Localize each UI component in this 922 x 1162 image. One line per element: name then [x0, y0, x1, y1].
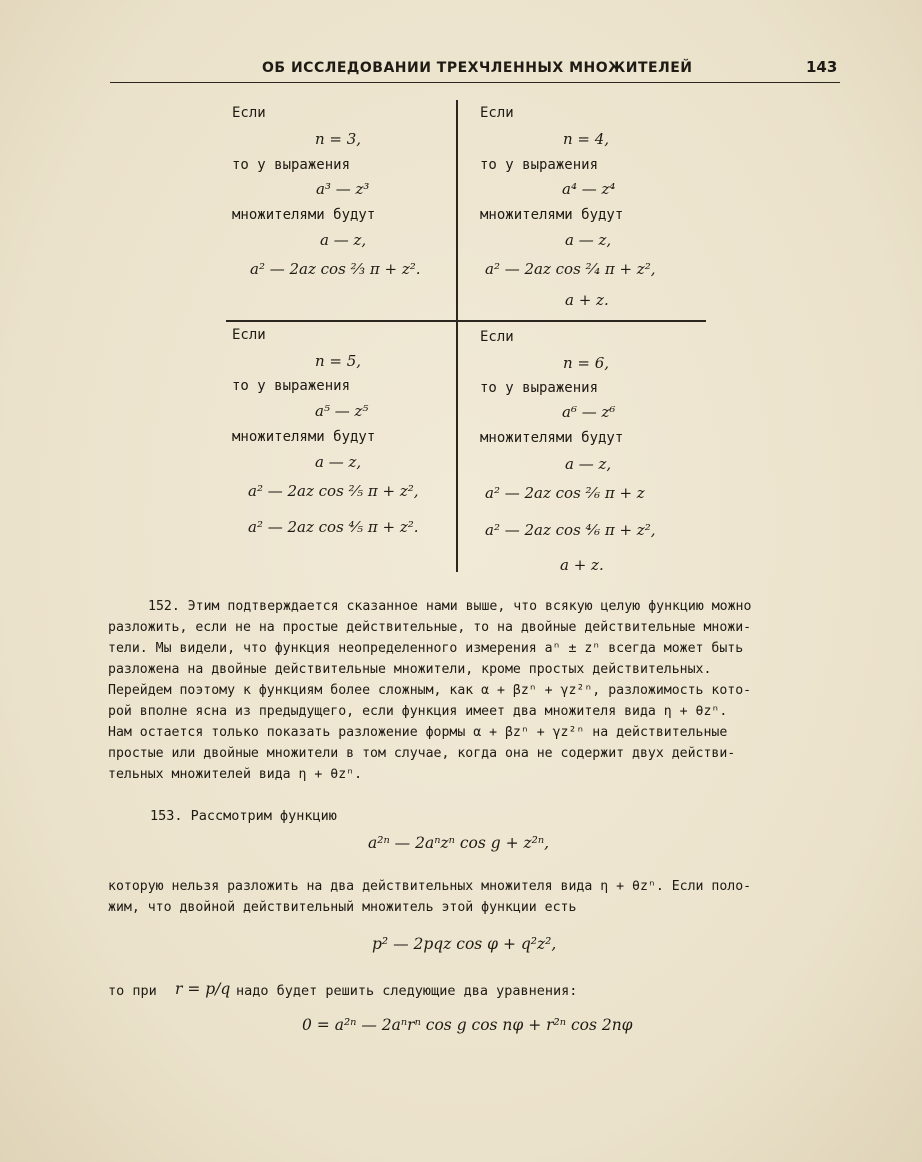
header-rule: [110, 82, 840, 83]
factor: a² — 2az cos ⅖ π + z²,: [248, 482, 419, 500]
factors-label: множителями будут: [232, 429, 376, 445]
n-equation: n = 4,: [563, 130, 610, 148]
table-divider-horizontal: [226, 320, 706, 322]
factor: a — z,: [565, 455, 612, 473]
if-label: Если: [480, 105, 514, 121]
expression-label: то у выражения: [480, 157, 599, 173]
factor: a — z,: [565, 231, 612, 249]
if-label: Если: [480, 329, 514, 345]
r-definition: r = p/q: [175, 980, 231, 998]
factor: a + z.: [565, 291, 609, 309]
if-label: Если: [232, 105, 266, 121]
text-line: Перейдем поэтому к функциям более сложным, как α + βzⁿ + γz²ⁿ, разложимость кото-: [108, 683, 752, 698]
function-equation: a²ⁿ — 2aⁿzⁿ cos g + z²ⁿ,: [368, 834, 550, 852]
factor: a² — 2az cos ²⁄₆ π + z: [485, 484, 645, 502]
text-line: тели. Мы видели, что функция неопределенного измерения aⁿ ± zⁿ всегда может быть: [108, 641, 744, 656]
table-divider-vertical-bottom: [456, 322, 458, 572]
text-line: Нам остается только показать разложение формы α + βzⁿ + γz²ⁿ на действительные: [108, 725, 728, 740]
expression-label: то у выражения: [480, 380, 599, 396]
expression-label: то у выражения: [232, 378, 351, 394]
factor: a² — 2az cos ²⁄₄ π + z²,: [485, 260, 656, 278]
factors-label: множителями будут: [480, 430, 624, 446]
factor: a² — 2az cos ⅘ π + z².: [248, 518, 419, 536]
text-line: разложена на двойные действительные множители, кроме простых действительных.: [108, 662, 712, 677]
factor: a + z.: [560, 556, 604, 574]
paragraph-153-intro: 153. Рассмотрим функцию: [150, 808, 337, 824]
text-line: 152. Этим подтверждается сказанное нами выше, что всякую целую функцию можно: [148, 599, 752, 614]
n-equation: n = 6,: [563, 354, 610, 372]
if-label: Если: [232, 327, 266, 343]
quadratic-factor-equation: p² — 2pqz cos φ + q²z²,: [372, 935, 557, 953]
text-line: разложить, если не на простые действительные, то на двойные действительные множи-: [108, 620, 752, 635]
text-line: простые или двойные множители в том случае, когда она не содержит двух действи-: [108, 746, 736, 761]
paragraph-152: [108, 596, 828, 785]
expression: a⁴ — z⁴: [562, 180, 616, 198]
equation-first: 0 = a²ⁿ — 2aⁿrⁿ cos g cos nφ + r²ⁿ cos 2nφ: [302, 1016, 633, 1034]
running-title: ОБ ИССЛЕДОВАНИИ ТРЕХЧЛЕННЫХ МНОЖИТЕЛЕЙ: [262, 60, 693, 76]
expression-label: то у выражения: [232, 157, 351, 173]
text-line: жим, что двойной действительный множитель этой функции есть: [108, 900, 577, 915]
factor: a — z,: [315, 453, 362, 471]
n-equation: n = 5,: [315, 352, 362, 370]
expression: a⁶ — z⁶: [562, 403, 616, 421]
expression: a³ — z³: [316, 180, 370, 198]
factor: a — z,: [320, 231, 367, 249]
page-number: 143: [806, 58, 838, 76]
table-divider-vertical-top: [456, 100, 458, 320]
then-suffix: надо будет решить следующие два уравнения:: [236, 983, 578, 999]
factor: a² — 2az cos ⁴⁄₆ π + z²,: [485, 521, 656, 539]
then-prefix: то при: [108, 983, 157, 999]
factor: a² — 2az cos ⅔ π + z².: [250, 260, 421, 278]
paragraph-153-body: [108, 876, 828, 918]
text-line: рой вполне ясна из предыдущего, если функция имеет два множителя вида η + θzⁿ.: [108, 704, 728, 719]
text-line: тельных множителей вида η + θzⁿ.: [108, 767, 363, 782]
expression: a⁵ — z⁵: [315, 402, 369, 420]
factors-label: множителями будут: [232, 207, 376, 223]
factors-label: множителями будут: [480, 207, 624, 223]
n-equation: n = 3,: [315, 130, 362, 148]
text-line: которую нельзя разложить на два действительных множителя вида η + θzⁿ. Если поло-: [108, 879, 752, 894]
